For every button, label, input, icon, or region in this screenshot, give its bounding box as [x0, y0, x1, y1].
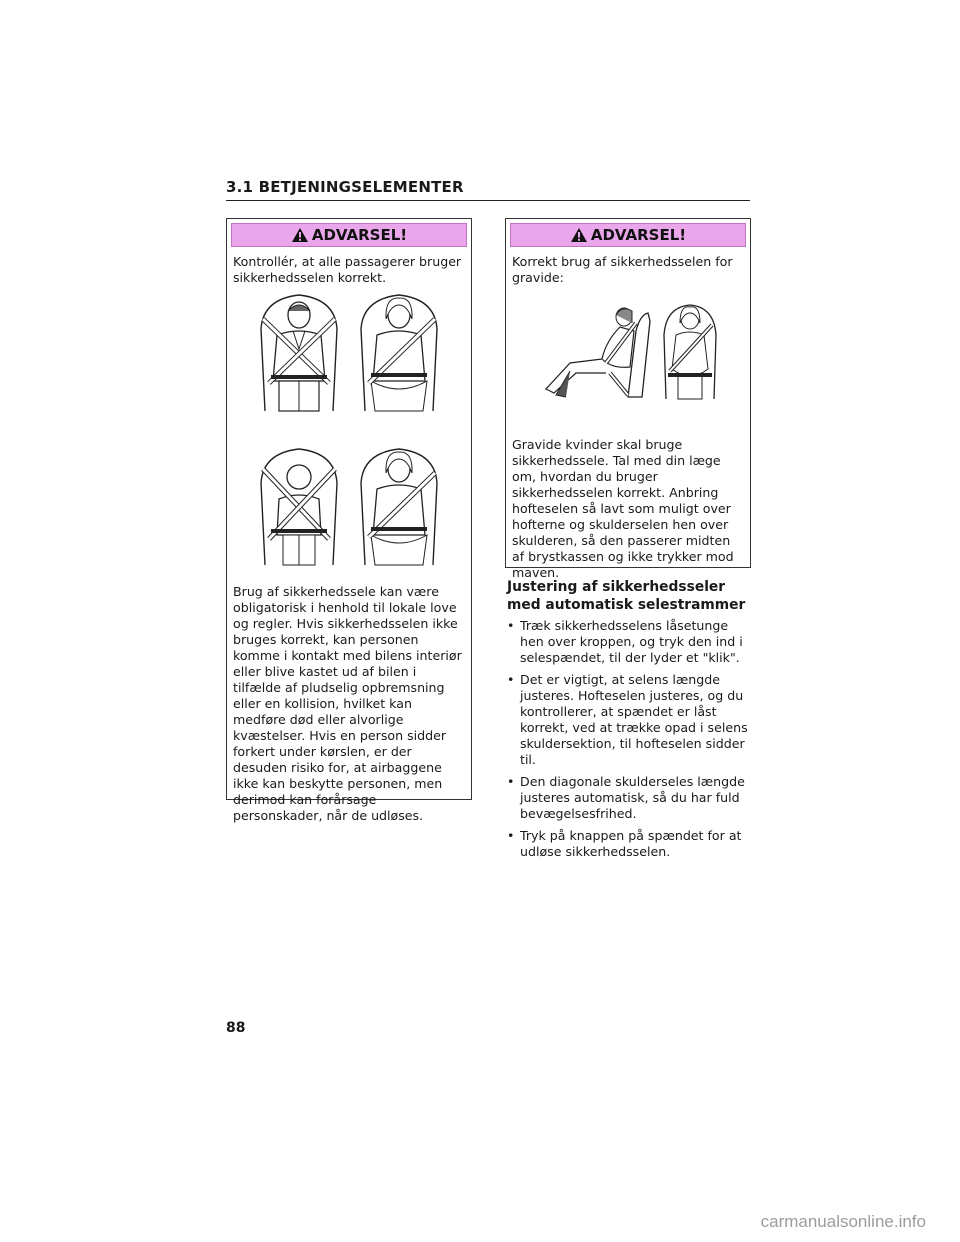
warning-body: Gravide kvinder skal bruge sikkerhedssele. Tal med din læge om, hvordan du bruger sikkerhedsselen korrekt. Anbring hofteselen så lavt som muligt over hofterne og skulderselen hen over skulderen, så den passerer midten af brystkassen og ikke trykker mod maven.	[512, 437, 734, 580]
warning-title: ADVARSEL!	[590, 226, 687, 244]
instruction-list	[505, 618, 753, 866]
list-item: • Det er vigtigt, at selens længde justeres. Hofteselen justeres, og du kontrollerer, at spændet er låst korrekt, ved at trække opad i selens skuldersektion, til hofteselen sidder til.	[507, 672, 748, 767]
bullet-icon: •	[507, 828, 515, 843]
bullet-icon: •	[507, 672, 515, 687]
pregnant-front-view-illustration	[660, 301, 720, 401]
seatbelt-adult-male-illustration	[255, 289, 343, 413]
warning-header	[510, 223, 746, 247]
warning-title: ADVARSEL!	[311, 226, 408, 244]
warning-box-pregnant	[505, 218, 751, 580]
seatbelt-adult-female-illustration	[355, 289, 443, 413]
subsection-title: Justering af sikkerhedsseler med automatisk selestrammer	[507, 579, 746, 613]
bullet-icon: •	[507, 618, 515, 633]
pregnant-side-view-illustration	[536, 301, 654, 401]
warning-header	[231, 223, 467, 247]
seatbelt-child-illustration	[255, 443, 343, 567]
list-item: • Den diagonale skulderseles længde justeres automatisk, så du har fuld bevægelsesfrihed.	[507, 774, 745, 821]
list-item: • Træk sikkerhedsselens låsetunge hen over kroppen, og tryk den ind i selespændet, til der lyder et "klik".	[507, 618, 743, 665]
page-number: 88	[226, 1020, 246, 1036]
section-header: 3.1 BETJENINGSELEMENTER	[226, 178, 750, 201]
bullet-icon: •	[507, 774, 515, 789]
warning-box-seatbelt-use	[226, 218, 472, 823]
list-item: • Tryk på knappen på spændet for at udløse sikkerhedsselen.	[507, 828, 742, 859]
watermark: carmanualsonline.info	[760, 1212, 926, 1231]
warning-intro: Korrekt brug af sikkerhedsselen for gravide:	[512, 254, 733, 285]
warning-intro: Kontrollér, at alle passagerer bruger sikkerhedsselen korrekt.	[233, 254, 462, 285]
seatbelt-adult-female-illustration-2	[355, 443, 443, 567]
warning-body: Brug af sikkerhedssele kan være obligatorisk i henhold til lokale love og regler. Hvis sikkerhedsselen ikke bruges korrekt, kan personen komme i kontakt med bilens interiør eller blive kastet ud af bilen i tilfælde af pludselig opbremsning eller en kollision, hvilket kan medføre død eller alvorlige kvæstelser. Hvis en person sidder forkert under kørslen, er der desuden risiko for, at airbaggene ikke kan beskytte personen, men derimod kan forårsage personskader, når de udløses.	[233, 584, 462, 823]
warning-triangle-icon	[570, 227, 588, 243]
warning-triangle-icon	[291, 227, 309, 243]
